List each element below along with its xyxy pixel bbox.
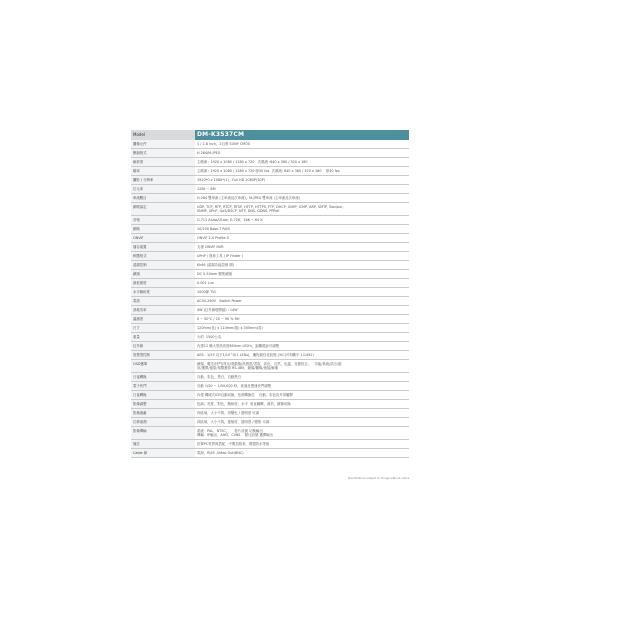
spec-label: Cable 線 bbox=[131, 449, 195, 458]
spec-value: 依單PC材質與搭配，中間加紙套，增強防水等級 bbox=[195, 440, 409, 449]
table-row bbox=[131, 418, 409, 427]
spec-value: 自動 1/30 ~ 1/50,000 秒，高速及慢速快門調整 bbox=[195, 382, 409, 391]
spec-label: 影像傳輸 bbox=[131, 427, 195, 440]
table-row bbox=[131, 297, 409, 306]
spec-value: 1000線 TVL bbox=[195, 288, 409, 297]
table-row bbox=[131, 261, 409, 270]
spec-label: 攝影 / 分辨率 bbox=[131, 176, 195, 185]
spec-value: 主碼流 : 1920 x 1080 / 1280 x 720 @30 fps 次碼流: 640 x 360 / 320 x 180 @30 fps bbox=[195, 167, 409, 176]
table-row bbox=[131, 391, 409, 400]
spec-value: 大約 1500公克 bbox=[195, 333, 409, 342]
spec-value: Kk46 (遠端功能控制 開) bbox=[195, 261, 409, 270]
table-row bbox=[131, 252, 409, 261]
spec-label: 溫濕度 bbox=[131, 315, 195, 324]
footnote: Specifications subject to change without notice. bbox=[347, 477, 410, 480]
spec-value: 支援 ONVIF NVR bbox=[195, 243, 409, 252]
table-row bbox=[131, 409, 409, 418]
table-row bbox=[131, 234, 409, 243]
spec-value: 0 ~ 50℃ / 20 ~ 90 % RH bbox=[195, 315, 409, 324]
spec-value: 0.001 Lux bbox=[195, 279, 409, 288]
spec-label: 備註 bbox=[131, 440, 195, 449]
spec-label: ONVIF bbox=[131, 234, 195, 243]
spec-label: 軟體格式 bbox=[131, 252, 195, 261]
spec-value: UPnP / 搜尋工具 ( IP Finder ) bbox=[195, 252, 409, 261]
table-row bbox=[131, 427, 409, 440]
spec-value: H.264/M-JPEG bbox=[195, 149, 409, 158]
table-row bbox=[131, 140, 409, 149]
table-row bbox=[131, 176, 409, 185]
spec-value: 內建 機械式ICR自動切換，依照轉換於 自動，彩色及外部觸發 bbox=[195, 391, 409, 400]
spec-label: 日夜轉換 bbox=[131, 373, 195, 382]
spec-value: 色調，亮度，對比，飽和度，水平 垂直翻轉，裁剪，鏡像切換 bbox=[195, 400, 409, 409]
spec-value: 內建12 顆大型高亮度850nm LED's，距離視距可調整 bbox=[195, 342, 409, 351]
spec-value: 電源，RJ45 ,Video Out(BNC) bbox=[195, 449, 409, 458]
table-row bbox=[131, 288, 409, 297]
spec-label: 壓縮格式 bbox=[131, 149, 195, 158]
spec-value: 自動，彩色，黑白，自動黑白 bbox=[195, 373, 409, 382]
table-row bbox=[131, 400, 409, 409]
table-row bbox=[131, 382, 409, 391]
spec-label: OSD選單 bbox=[131, 360, 195, 373]
spec-label: 電子快門 bbox=[131, 382, 195, 391]
spec-value: 10/100 Base-T RJ45 bbox=[195, 225, 409, 234]
table-row bbox=[131, 185, 409, 194]
spec-label: 消耗功率 bbox=[131, 306, 195, 315]
spec-value: 四區域，大小不拘，再變色 / 透明度 可調 bbox=[195, 409, 409, 418]
spec-value: 1 / 2.8 inch，2百萬 SONY CMOS bbox=[195, 140, 409, 149]
spec-label: 水平解析度 bbox=[131, 288, 195, 297]
spec-value: 鏡頭，曝光/快門/背光/寬動態/高感度/晝夜，彩色，自然，色溫，自動校正， 功能/系統/語言/啟 用/選擇/還原/預覽畫面 RS-485，鏡頭/攝像/連接/解像 bbox=[195, 360, 409, 373]
spec-label: 串流數目 bbox=[131, 194, 195, 203]
spec-label: 日夜轉換 bbox=[131, 391, 195, 400]
spec-label: 解析度 bbox=[131, 158, 195, 167]
spec-label: 網路 bbox=[131, 225, 195, 234]
spec-value: 系統：PAL，NTSC， 影片訊號 切換輸出 傳輸：IP輸出，AHD，CVBS 類比訊號 選擇輸出 bbox=[195, 427, 409, 440]
table-row bbox=[131, 194, 409, 203]
spec-label: 重量 bbox=[131, 333, 195, 342]
spec-value: 主碼流 : 1920 x 1080 / 1280 x 720 次碼流 :640 x 360 / 320 x 180 bbox=[195, 158, 409, 167]
spec-label: 位移偵測 bbox=[131, 418, 195, 427]
spec-value: 四區域，大小不拘，靈敏度，透明度 / 變焦 可調 bbox=[195, 418, 409, 427]
spec-label: 影像遮蔽 bbox=[131, 409, 195, 418]
spec-value: G.711 ALaw/ULaw, G.726，16K ~ 64 K bbox=[195, 216, 409, 225]
table-row bbox=[131, 167, 409, 176]
spec-value: 120mm(長) x 110mm(寬) x 300mm(高) bbox=[195, 324, 409, 333]
spec-value: DC 5-50mm 變焦鏡頭 bbox=[195, 270, 409, 279]
spec-value: ONVIF 2.4 Profile S bbox=[195, 234, 409, 243]
model-label: Model bbox=[131, 130, 195, 140]
spec-label: 音頻 bbox=[131, 216, 195, 225]
table-row bbox=[131, 360, 409, 373]
spec-value: 128k ~ 8M bbox=[195, 185, 409, 194]
spec-label: 網路協定 bbox=[131, 203, 195, 216]
table-row bbox=[131, 225, 409, 234]
table-row bbox=[131, 373, 409, 382]
table-row bbox=[131, 342, 409, 351]
spec-value: UDP, TCP, RTP, RTCP, RTSP, HTTP, HTTPS, FTP, DHCP, IGMP, ICMP, ARP, SMTP, Bonjour, SNMP, UPnP, QoS/DSCP, NTP, DNS, DDNS, PPPoE bbox=[195, 203, 409, 216]
table-row bbox=[131, 324, 409, 333]
table-row bbox=[131, 203, 409, 216]
spec-label: 儲存裝置 bbox=[131, 243, 195, 252]
spec-value: 4W (紅外線燈開啟) : 14W bbox=[195, 306, 409, 315]
spec-label: 攝像元件 bbox=[131, 140, 195, 149]
spec-label: 紅外線 bbox=[131, 342, 195, 351]
table-header-row bbox=[131, 130, 409, 140]
table-row bbox=[131, 149, 409, 158]
table-row bbox=[131, 270, 409, 279]
spec-label: 電源 bbox=[131, 297, 195, 306]
spec-label: 遠端控制 bbox=[131, 261, 195, 270]
table-row bbox=[131, 315, 409, 324]
table-row bbox=[131, 216, 409, 225]
table-row bbox=[131, 243, 409, 252]
table-row bbox=[131, 158, 409, 167]
spec-value: 1920*0 x 1080*(1)，Full HD 1080P(30P) bbox=[195, 176, 409, 185]
spec-value: H.264 雙串流 (主串流及次串流)，M-JPEG 雙串流 (主串流及次串流) bbox=[195, 194, 409, 203]
spec-sheet bbox=[131, 130, 409, 458]
spec-label: 最低照度 bbox=[131, 279, 195, 288]
spec-label: 智慧型控制 bbox=[131, 351, 195, 360]
spec-label: 幀率 bbox=[131, 167, 195, 176]
spec-label: 尺寸 bbox=[131, 324, 195, 333]
table-row bbox=[131, 279, 409, 288]
table-row bbox=[131, 351, 409, 360]
table-row bbox=[131, 440, 409, 449]
spec-value: AC90-260V Switch Power bbox=[195, 297, 409, 306]
table-row bbox=[131, 333, 409, 342]
table-row bbox=[131, 306, 409, 315]
table-row bbox=[131, 449, 409, 458]
spec-value: AES：1/25 以下1/10^5(1 LEDs)，藥物最佳化狀態 (3/C)可判斷中 1/1492) bbox=[195, 351, 409, 360]
spec-table bbox=[131, 130, 409, 458]
model-value: DM-K3537CM bbox=[195, 130, 409, 140]
spec-label: 鏡頭 bbox=[131, 270, 195, 279]
spec-label: 位元率 bbox=[131, 185, 195, 194]
spec-label: 影像調整 bbox=[131, 400, 195, 409]
